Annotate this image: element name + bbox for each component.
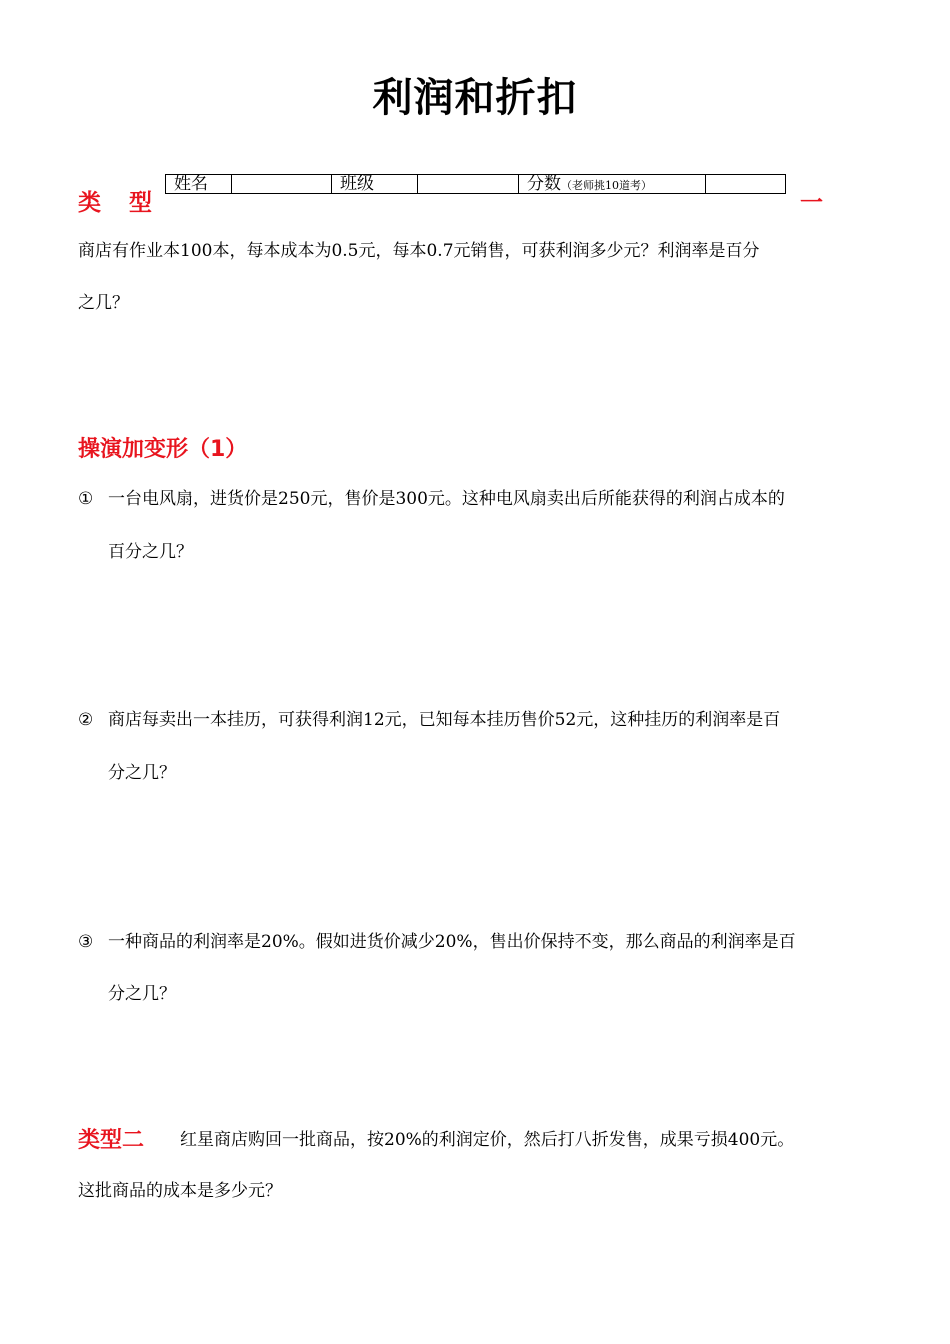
section2-question-line1: 红星商店购回一批商品，按20%的利润定价，然后打八折发售，成果亏损400元。: [180, 1130, 795, 1150]
section1-label-a: 类: [78, 190, 101, 216]
section1-label-b: 型: [129, 190, 152, 216]
item-marker: ①: [78, 489, 94, 509]
item-text: 商店每卖出一本挂历，可获得利润12元，已知每本挂历售价52元，这种挂历的利润率是百: [108, 710, 781, 730]
page-title: 利润和折扣: [372, 75, 578, 121]
class-field[interactable]: [418, 175, 519, 193]
practice-item-1-line1: [78, 485, 785, 513]
section2-question-line2: 这批商品的成本是多少元？: [78, 1181, 282, 1201]
section1-question-line2: 之几？: [78, 293, 129, 313]
item-marker: ②: [78, 710, 94, 730]
section1-label: [78, 184, 152, 217]
student-info-table: [165, 174, 786, 194]
practice-item-3-line1: [78, 928, 796, 956]
section1-question-line1: 商店有作业本100本，每本成本为0.5元，每本0.7元销售，可获利润多少元？利润率是百分: [78, 241, 760, 261]
item-text: 一种商品的利润率是20%。假如进货价减少20%，售出价保持不变，那么商品的利润率是百: [108, 932, 796, 952]
section2-heading: 类型二: [78, 1128, 145, 1153]
practice-item-1-line2: 百分之几？: [108, 542, 193, 562]
score-field[interactable]: [706, 175, 785, 193]
practice-heading: 操演加变形（1）: [78, 437, 248, 462]
score-note: （老师挑10道考）: [561, 179, 652, 192]
item-text: 一台电风扇，进货价是250元，售价是300元。这种电风扇卖出后所能获得的利润占成本的: [108, 489, 785, 509]
practice-item-2-line2: 分之几？: [108, 763, 176, 783]
score-label: [519, 175, 706, 193]
score-label-text: 分数: [527, 175, 561, 193]
section1-label-tail: 一: [800, 190, 823, 216]
item-marker: ③: [78, 932, 94, 952]
practice-item-3-line2: 分之几？: [108, 984, 176, 1004]
practice-item-2-line1: [78, 706, 780, 734]
class-label: 班级: [332, 175, 418, 193]
name-label: 姓名: [166, 175, 232, 193]
name-field[interactable]: [232, 175, 332, 193]
